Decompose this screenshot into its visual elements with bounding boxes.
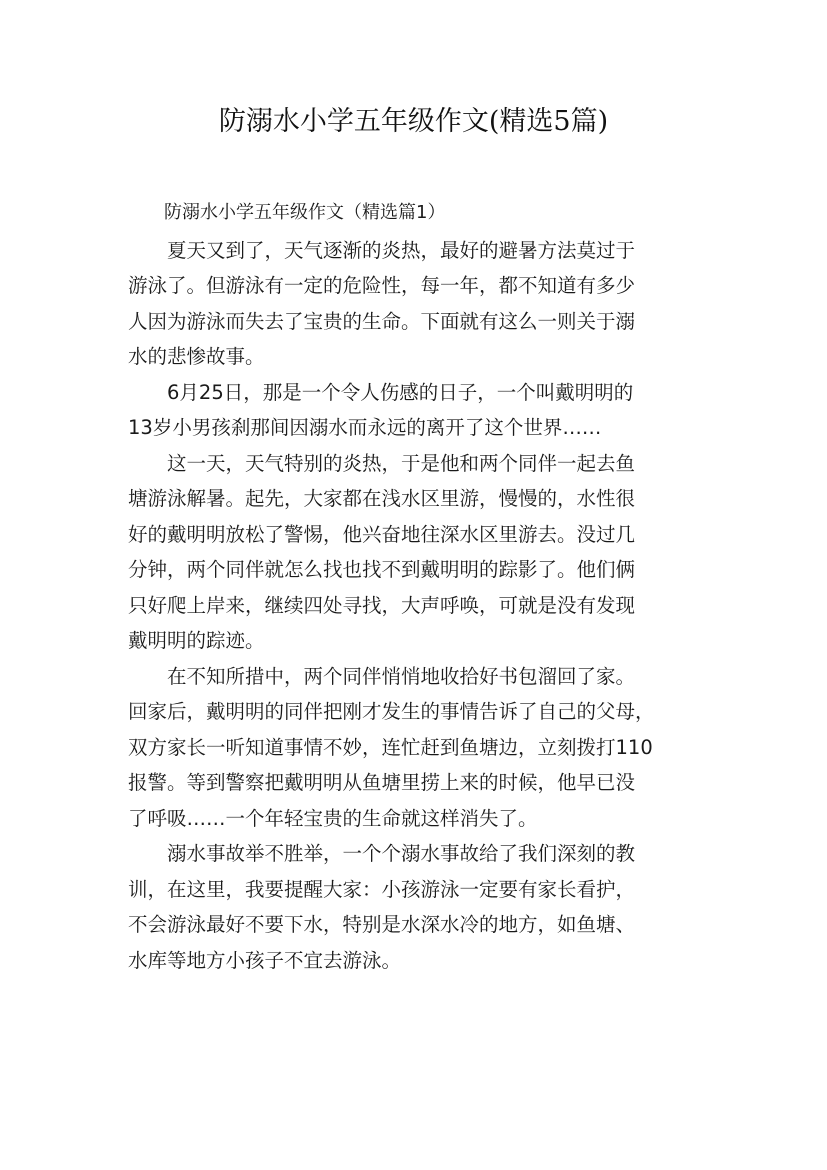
text-line: 好的戴明明放松了警惕，他兴奋地往深水区里游去。没过几 [128, 522, 636, 546]
text-line: 水的悲惨故事。 [128, 345, 265, 368]
document-title: 防溺水小学五年级作文(精选5篇) [218, 106, 609, 137]
text-line: 水库等地方小孩子不宜去游泳。 [128, 948, 402, 972]
paragraph-5 [128, 836, 718, 978]
text-line: 分钟，两个同伴就怎么找也找不到戴明明的踪影了。他们俩 [128, 558, 636, 581]
text-line: 回家后，戴明明的同伴把刚才发生的事情告诉了自己的父母， [128, 700, 655, 723]
text-line: 这一天，天气特别的炎热，于是他和两个同伴一起去鱼 [167, 451, 636, 475]
paragraph-3 [128, 446, 718, 659]
paragraph-1 [128, 233, 718, 375]
text-line: 在不知所措中，两个同伴悄悄地收拾好书包溜回了家。 [167, 664, 636, 688]
section-subtitle: 防溺水小学五年级作文（精选篇1） [164, 202, 446, 223]
text-line: 13岁小男孩刹那间因溺水而永远的离开了这个世界…… [128, 416, 602, 439]
text-line: 报警。等到警察把戴明明从鱼塘里捞上来的时候，他早已没 [128, 771, 636, 794]
paragraph-2 [128, 375, 718, 446]
text-line: 双方家长一听知道事情不妙，连忙赶到鱼塘边，立刻拨打110 [128, 735, 653, 759]
text-line: 溺水事故举不胜举，一个个溺水事故给了我们深刻的教 [167, 842, 636, 865]
text-line: 了呼吸……一个年轻宝贵的生命就这样消失了。 [128, 806, 538, 830]
text-line: 塘游泳解暑。起先，大家都在浅水区里游，慢慢的，水性很 [128, 487, 636, 510]
document-body [128, 195, 718, 978]
text-line: 游泳了。但游泳有一定的危险性，每一年，都不知道有多少 [128, 274, 636, 297]
paragraph-4 [128, 659, 718, 837]
text-line: 6月25日，那是一个令人伤感的日子，一个叫戴明明的 [167, 380, 634, 404]
text-line: 夏天又到了，天气逐渐的炎热，最好的避暑方法莫过于 [167, 238, 636, 262]
text-line: 训，在这里，我要提醒大家：小孩游泳一定要有家长看护， [128, 877, 636, 901]
text-line: 不会游泳最好不要下水，特别是水深水冷的地方，如鱼塘、 [128, 913, 636, 936]
text-line: 人因为游泳而失去了宝贵的生命。下面就有这么一则关于溺 [128, 309, 636, 333]
text-line: 只好爬上岸来，继续四处寻找，大声呼唤，可就是没有发现 [128, 593, 636, 617]
text-line: 戴明明的踪迹。 [128, 629, 265, 652]
